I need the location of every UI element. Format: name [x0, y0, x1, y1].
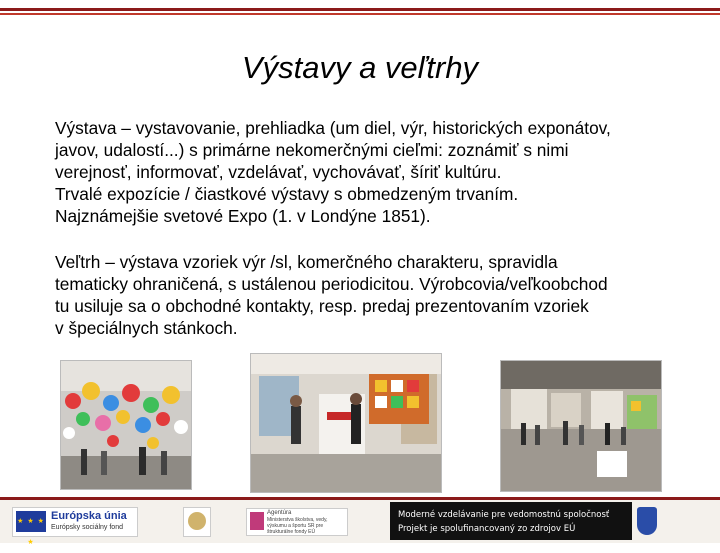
trade-fair-stand-photo [250, 353, 442, 493]
text-line: výstava vzoriek výr /sl, komerčného charakteru, spravidla [119, 252, 558, 272]
term-dash: – [116, 118, 136, 138]
top-rule-thin [0, 13, 720, 15]
eu-stars: ★ ★ ★ ★ [17, 518, 45, 546]
text-line: tu usiluje sa o obchodné kontakty, resp. predaj prezentovaním vzoriek [55, 296, 589, 316]
exhibition-balloons-photo [60, 360, 192, 490]
text-line: verejnosť, informovať, vzdelávať, vychovávať, šíriť kultúru. [55, 162, 502, 182]
text-line: Najznámejšie svetové Expo (1. v Londýne 1851). [55, 206, 431, 226]
slide-title: Výstavy a veľtrhy [241, 50, 479, 85]
crest-icon [637, 507, 657, 535]
project-info-box [390, 502, 632, 540]
term-dash: – [100, 252, 120, 272]
term-vystava: Výstava [55, 118, 117, 138]
eu-logo [12, 507, 138, 546]
text-line: tematicky ohraničená, s ustálenou periodicitou. Výrobcovia/veľkoobchod [55, 274, 608, 294]
agency-text: Ministerstva školstva, vedy, výskumu a športu SR pre štrukturálne fondy EÚ [267, 517, 328, 535]
footer-bar [0, 497, 720, 546]
agency-name: Agentúra [267, 510, 292, 516]
agency-mark-icon [250, 512, 264, 530]
text-line: v špeciálnych stánkoch. [55, 318, 238, 338]
project-line-1: Moderné vzdelávanie pre vedomostnú spoločnosť [398, 510, 610, 520]
text-line: javov, udalostí...) s primárne nekomerčnými cieľmi: zoznámiť s nimi [55, 140, 569, 160]
term-veltrh: Veľtrh [55, 252, 101, 272]
top-rule [0, 8, 720, 11]
project-line-2: Projekt je spolufinancovaný zo zdrojov EÚ [398, 524, 576, 534]
ministry-emblem-icon [183, 507, 211, 537]
paragraph-veltrh [55, 251, 695, 339]
eu-title: Európska únia [51, 510, 127, 522]
text-line: Trvalé expozície / čiastkové výstavy s obmedzeným trvaním. [55, 184, 519, 204]
eu-flag-icon [16, 511, 46, 546]
agency-logo [246, 508, 348, 536]
eu-subtitle: Európsky sociálny fond [51, 524, 123, 531]
exhibition-hall-photo [500, 360, 662, 492]
paragraph-vystava [55, 117, 695, 227]
text-line: vystavovanie, prehliadka (um diel, výr, historických exponátov, [135, 118, 611, 138]
